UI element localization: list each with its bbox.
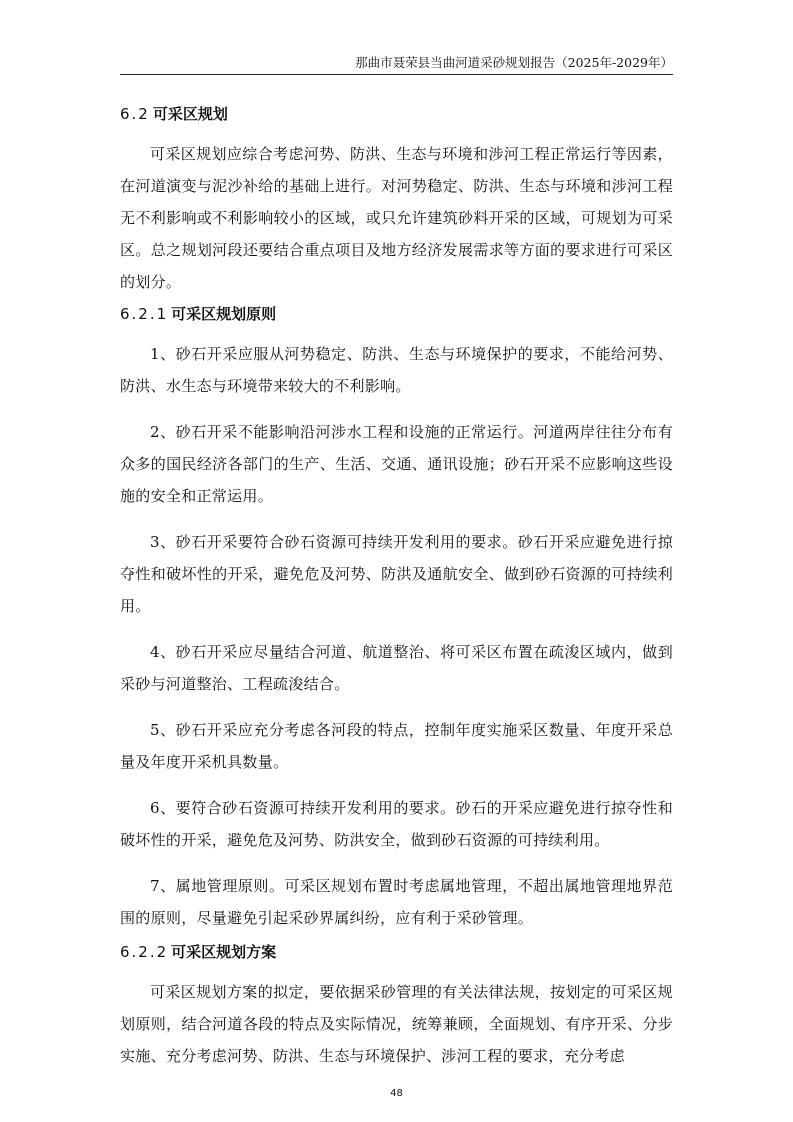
principle-paragraph: 6、要符合砂石资源可持续开发利用的要求。砂石的开采应避免进行掠夺性和破坏性的开采，避免危及河势、防洪安全，做到砂石资源的可持续利用。 bbox=[120, 799, 673, 849]
section-title: 可采区规划方案 bbox=[171, 943, 277, 961]
section-number: 6.2.1 bbox=[120, 305, 169, 323]
principle-paragraph: 3、砂石开采要符合砂石资源可持续开发利用的要求。砂石开采应避免进行掠夺性和破坏性的开采，避免危及河势、防洪及通航安全、做到砂石资源的可持续利用。 bbox=[120, 533, 673, 615]
principle-paragraph: 7、属地管理原则。可采区规划布置时考虑属地管理，不超出属地管理地界范围的原则，尽量避免引起采砂界属纠纷，应有利于采砂管理。 bbox=[120, 877, 673, 927]
section-number: 6.2.2 bbox=[120, 943, 169, 961]
section-heading-6-2-1 bbox=[120, 302, 673, 326]
principle-paragraph: 1、砂石开采应服从河势稳定、防洪、生态与环境保护的要求，不能给河势、防洪、水生态与环境带来较大的不利影响。 bbox=[120, 345, 673, 395]
principle-paragraph: 2、砂石开采不能影响沿河涉水工程和设施的正常运行。河道两岸往往分布有众多的国民经济各部门的生产、生活、交通、通讯设施；砂石开采不应影响这些设施的安全和正常运用。 bbox=[120, 423, 673, 505]
section-title: 可采区规划原则 bbox=[171, 305, 277, 323]
page-number: 48 bbox=[390, 1088, 403, 1099]
principle-paragraph: 4、砂石开采应尽量结合河道、航道整治、将可采区布置在疏浚区域内，做到采砂与河道整治、工程疏浚结合。 bbox=[120, 643, 673, 693]
section-heading-6-2 bbox=[120, 102, 673, 126]
section-intro-paragraph: 可采区规划应综合考虑河势、防洪、生态与环境和涉河工程正常运行等因素，在河道演变与泥沙补给的基础上进行。对河势稳定、防洪、生态与环境和涉河工程无不利影响或不利影响较小的区域，或只允许建筑砂料开采的区域，可规划为可采区。总之规划河段还要结合重点项目及地方经济发展需求等方面的要求进行可采区的划分。 bbox=[120, 145, 673, 291]
section-title: 可采区规划 bbox=[152, 105, 228, 123]
section-heading-6-2-2 bbox=[120, 940, 673, 964]
page-header bbox=[120, 50, 673, 75]
principle-paragraph: 5、砂石开采应充分考虑各河段的特点，控制年度实施采区数量、年度开采总量及年度开采机具数量。 bbox=[120, 721, 673, 771]
page-content bbox=[120, 102, 673, 1086]
document-title: 那曲市聂荣县当曲河道采砂规划报告（2025年-2029年） bbox=[355, 54, 673, 70]
section-number: 6.2 bbox=[120, 105, 150, 123]
plan-paragraph: 可采区规划方案的拟定，要依据采砂管理的有关法律法规，按划定的可采区规划原则，结合河道各段的特点及实际情况，统筹兼顾，全面规划、有序开采、分步实施、充分考虑河势、防洪、生态与环境保护、涉河工程的要求，充分考虑 bbox=[120, 983, 673, 1065]
